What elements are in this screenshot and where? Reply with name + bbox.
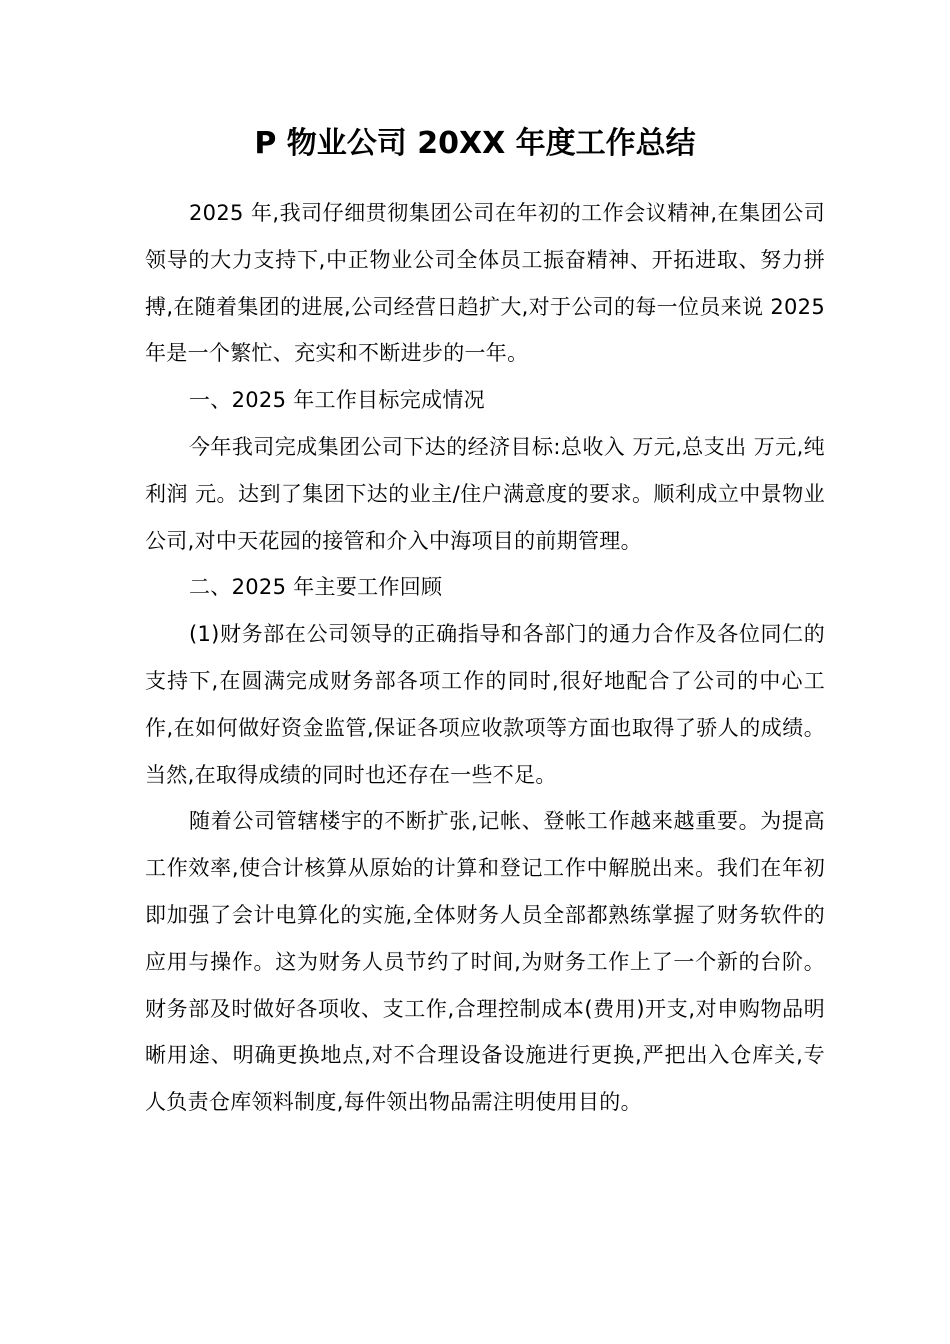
intro-paragraph: 2025 年,我司仔细贯彻集团公司在年初的工作会议精神,在集团公司领导的大力支持下,中正物业公司全体员工振奋精神、开拓进取、努力拼搏,在随着集团的进展,公司经营日趋扩大,对于公司的每一位员来说 2025 年是一个繁忙、充实和不断进步的一年。 [145, 201, 825, 366]
document-title: P 物业公司 20XX 年度工作总结 [254, 126, 696, 161]
goals-paragraph: 今年我司完成集团公司下达的经济目标:总收入 万元,总支出 万元,纯利润 元。达到了集团下达的业主/住户满意度的要求。顺利成立中景物业公司,对中天花园的接管和介入中海项目的前期管理。 [145, 434, 825, 553]
section-heading-goals: 一、2025 年工作目标完成情况 [189, 388, 485, 413]
document-body [145, 190, 825, 1126]
finance-paragraph: (1)财务部在公司领导的正确指导和各部门的通力合作及各位同仁的支持下,在圆满完成财务部各项工作的同时,很好地配合了公司的中心工作,在如何做好资金监管,保证各项应收款项等方面也取得了骄人的成绩。当然,在取得成绩的同时也还存在一些不足。 [145, 622, 825, 787]
section-heading-review: 二、2025 年主要工作回顾 [189, 575, 443, 600]
accounting-paragraph: 随着公司管辖楼宇的不断扩张,记帐、登帐工作越来越重要。为提高工作效率,使合计核算从原始的计算和登记工作中解脱出来。我们在年初即加强了会计电算化的实施,全体财务人员全部都熟练掌握了财务软件的应用与操作。这为财务人员节约了时间,为财务工作上了一个新的台阶。财务部及时做好各项收、支工作,合理控制成本(费用)开支,对申购物品明晰用途、明确更换地点,对不合理设备设施进行更换,严把出入仓库关,专人负责仓库领料制度,每件领出物品需注明使用目的。 [145, 809, 825, 1115]
